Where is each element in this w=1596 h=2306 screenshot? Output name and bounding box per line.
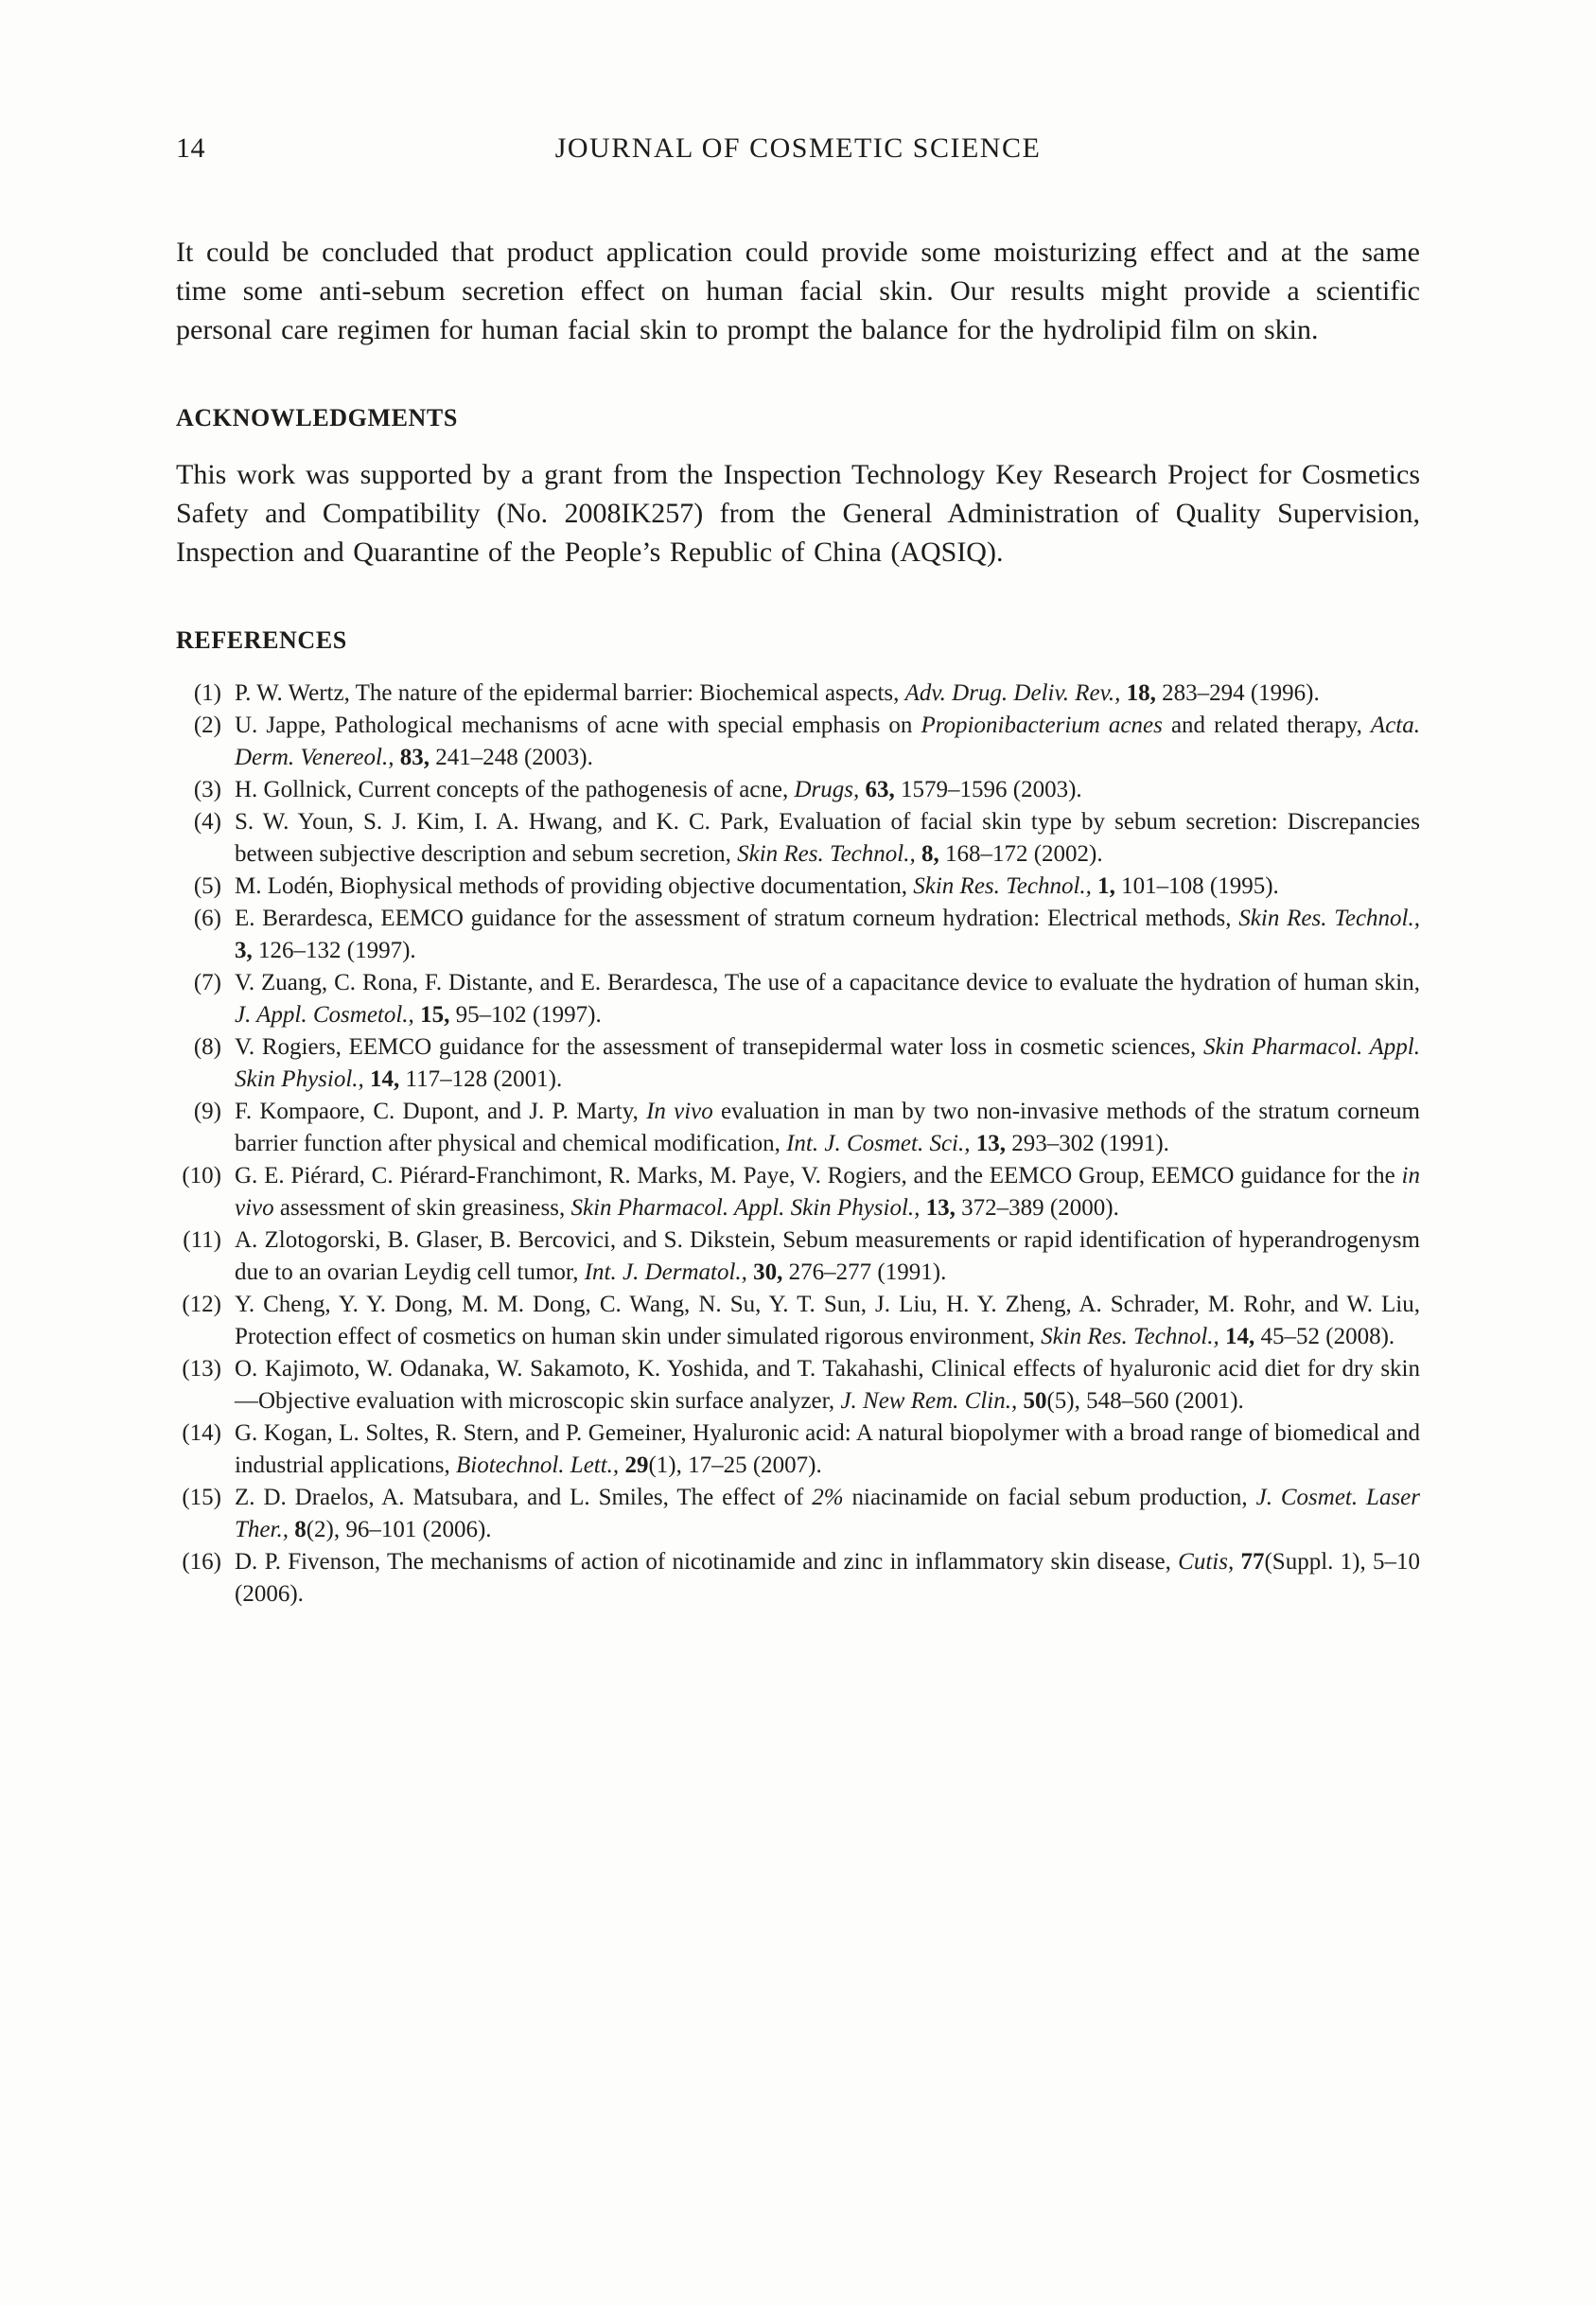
- conclusion-paragraph: It could be concluded that product application could provide some moisturizing effect and at the same time some anti-sebum secretion effect on human facial skin. Our results might provide a scientific personal care regimen for human facial skin to prompt the balance for the hydrolipid film on skin.: [176, 237, 1420, 345]
- reference-text: G. Kogan, L. Soltes, R. Stern, and P. Gemeiner, Hyaluronic acid: A natural biopolymer with a broad range of biomedical and industrial applications, Biotechnol. Lett., 29(1), 17–25 (2007).: [235, 1420, 1420, 1478]
- reference-number: (12): [182, 1292, 221, 1317]
- references-heading: REFERENCES: [176, 626, 347, 654]
- page-header: [176, 132, 1420, 172]
- reference-item: [176, 903, 1420, 967]
- reference-item: [176, 774, 1420, 806]
- reference-number: (11): [183, 1227, 221, 1253]
- reference-number: (16): [182, 1549, 221, 1575]
- acknowledgments-heading: ACKNOWLEDGMENTS: [176, 404, 458, 431]
- references-list: [176, 678, 1420, 1611]
- page-number: 14: [176, 132, 205, 164]
- reference-text: S. W. Youn, S. J. Kim, I. A. Hwang, and K. C. Park, Evaluation of facial skin type by sebum secretion: Discrepancies between subjective description and sebum secretion, Skin Res. Technol., 8, 168–172 (2002).: [235, 809, 1420, 867]
- reference-item: [176, 1224, 1420, 1289]
- reference-text: F. Kompaore, C. Dupont, and J. P. Marty, In vivo evaluation in man by two non-invasive methods of the stratum corneum barrier function after physical and chemical modification, Int. J. Cosmet. Sci., 13, 293–302 (1991).: [235, 1099, 1420, 1156]
- reference-item: [176, 1417, 1420, 1482]
- reference-item: [176, 1160, 1420, 1224]
- reference-number: (3): [193, 777, 221, 802]
- reference-text: Z. D. Draelos, A. Matsubara, and L. Smiles, The effect of 2% niacinamide on facial sebum production, J. Cosmet. Laser Ther., 8(2), 96–101 (2006).: [235, 1485, 1421, 1542]
- reference-text: E. Berardesca, EEMCO guidance for the assessment of stratum corneum hydration: Electrical methods, Skin Res. Technol., 3, 126–132 (1997).: [235, 906, 1420, 963]
- reference-text: V. Rogiers, EEMCO guidance for the assessment of transepidermal water loss in cosmetic sciences, Skin Pharmacol. Appl. Skin Physiol., 14, 117–128 (2001).: [235, 1034, 1420, 1092]
- acknowledgments-paragraph: This work was supported by a grant from the Inspection Technology Key Research Project for Cosmetics Safety and Compatibility (No. 2008IK257) from the General Administration of Quality Supervision, Inspection and Quarantine of the People’s Republic of China (AQSIQ).: [176, 459, 1420, 568]
- journal-title: JOURNAL OF COSMETIC SCIENCE: [554, 132, 1042, 164]
- reference-item: [176, 1031, 1420, 1096]
- reference-number: (10): [182, 1163, 221, 1188]
- reference-text: Y. Cheng, Y. Y. Dong, M. M. Dong, C. Wang, N. Su, Y. T. Sun, J. Liu, H. Y. Zheng, A. Schrader, M. Rohr, and W. Liu, Protection effect of cosmetics on human skin under simulated rigorous environment, Skin Res. Technol., 14, 45–52 (2008).: [235, 1292, 1420, 1349]
- reference-number: (8): [193, 1034, 221, 1060]
- reference-number: (4): [193, 809, 221, 835]
- reference-item: [176, 967, 1420, 1031]
- reference-item: [176, 710, 1420, 774]
- reference-item: [176, 1289, 1420, 1353]
- reference-item: [176, 1096, 1420, 1160]
- reference-number: (6): [193, 906, 221, 931]
- reference-text: P. W. Wertz, The nature of the epidermal barrier: Biochemical aspects, Adv. Drug. Deliv. Rev., 18, 283–294 (1996).: [235, 680, 1320, 706]
- reference-text: U. Jappe, Pathological mechanisms of acne with special emphasis on Propionibacterium acnes and related therapy, Acta. Derm. Venereol., 83, 241–248 (2003).: [235, 713, 1420, 770]
- reference-number: (15): [182, 1485, 221, 1510]
- reference-item: [176, 1546, 1420, 1611]
- reference-text: M. Lodén, Biophysical methods of providing objective documentation, Skin Res. Technol., 1, 101–108 (1995).: [235, 873, 1279, 899]
- reference-item: [176, 1353, 1420, 1417]
- reference-text: H. Gollnick, Current concepts of the pathogenesis of acne, Drugs, 63, 1579–1596 (2003).: [235, 777, 1082, 802]
- reference-number: (14): [182, 1420, 221, 1446]
- reference-text: D. P. Fivenson, The mechanisms of action of nicotinamide and zinc in inflammatory skin disease, Cutis, 77(Suppl. 1), 5–10 (2006).: [235, 1549, 1421, 1607]
- reference-text: G. E. Piérard, C. Piérard-Franchimont, R. Marks, M. Paye, V. Rogiers, and the EEMCO Group, EEMCO guidance for the in vivo assessment of skin greasiness, Skin Pharmacol. Appl. Skin Physiol., 13, 372–389 (2000).: [235, 1163, 1420, 1221]
- reference-item: [176, 871, 1420, 903]
- reference-text: A. Zlotogorski, B. Glaser, B. Bercovici, and S. Dikstein, Sebum measurements or rapid identification of hyperandrogenysm due to an ovarian Leydig cell tumor, Int. J. Dermatol., 30, 276–277 (1991).: [235, 1227, 1420, 1285]
- reference-item: [176, 806, 1420, 871]
- reference-item: [176, 1482, 1420, 1546]
- reference-text: V. Zuang, C. Rona, F. Distante, and E. Berardesca, The use of a capacitance device to evaluate the hydration of human skin, J. Appl. Cosmetol., 15, 95–102 (1997).: [235, 970, 1420, 1028]
- reference-number: (2): [193, 713, 221, 738]
- reference-number: (7): [193, 970, 221, 995]
- reference-item: [176, 678, 1420, 710]
- reference-text: O. Kajimoto, W. Odanaka, W. Sakamoto, K. Yoshida, and T. Takahashi, Clinical effects of hyaluronic acid diet for dry skin—Objective evaluation with microscopic skin surface analyzer, J. New Rem. Clin., 50(5), 548–560 (2001).: [235, 1356, 1420, 1414]
- reference-number: (9): [193, 1099, 221, 1124]
- reference-number: (1): [193, 680, 221, 706]
- reference-number: (5): [193, 873, 221, 899]
- reference-number: (13): [182, 1356, 221, 1382]
